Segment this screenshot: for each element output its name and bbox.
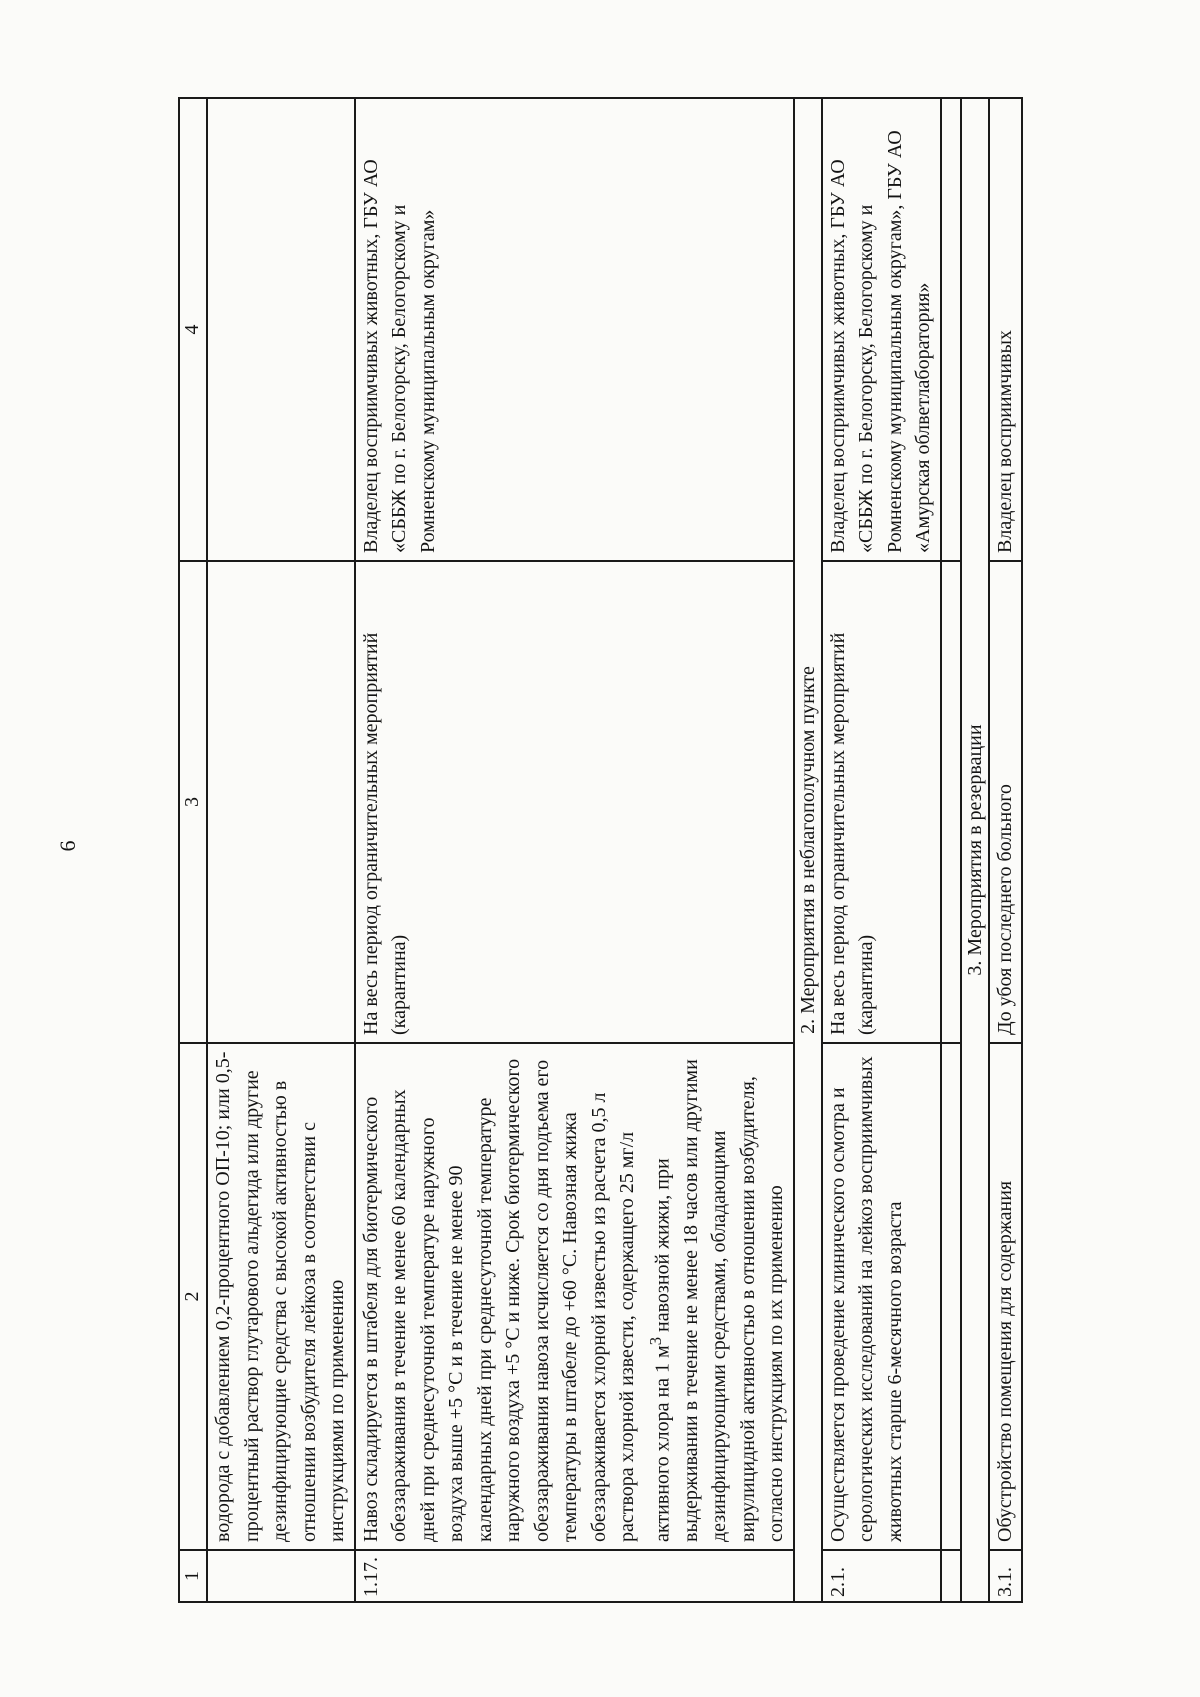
- thin-row: [941, 98, 961, 1602]
- section-row-3: [961, 98, 989, 1602]
- row-number: [207, 1550, 355, 1602]
- document-rotated: [178, 99, 1080, 1603]
- measures-table: [178, 97, 1023, 1603]
- term-cell: На весь период ограничительных мероприятий (карантина): [822, 561, 941, 1043]
- column-number-3: 3: [179, 561, 207, 1043]
- measure-cell: [355, 1043, 794, 1550]
- section-title: 2. Мероприятия в неблагополучном пункте: [794, 98, 822, 1602]
- measure-cell: водорода с добавлением 0,2-процентного ОП-10; или 0,5-процентный раствор глутарового альдегида или другие дезинфицирующие средства с высокой активностью в отношении возбудителя лейкоза в соответствии с инструкциями по применению: [207, 1043, 355, 1550]
- row-number: 1.17.: [355, 1550, 794, 1602]
- term-cell: До убоя последнего больного: [989, 561, 1023, 1043]
- column-number-4: 4: [179, 98, 207, 561]
- row-number: 3.1.: [989, 1550, 1023, 1602]
- table-row-continued: [207, 98, 355, 1602]
- table-row-1-17: [355, 98, 794, 1602]
- responsible-cell: Владелец восприимчивых животных, ГБУ АО «СББЖ по г. Белогорску, Белогорскому и Ромненскому муниципальным округам», ГБУ АО «Амурская облветлаборатория»: [822, 98, 941, 561]
- measure-text-part2: навозной жижи, при выдерживании в течение не менее 18 часов или другими дезинфицирующими средствами, обладающими вирулицидной активностью в отношении возбудителя, согласно инструкциям по их применению: [651, 1059, 788, 1542]
- responsible-cell: Владелец восприимчивых: [989, 98, 1023, 561]
- measure-text-part1: Навоз складируется в штабеля для биотермического обеззараживания в течение не менее 60 календарных дней при среднесуточной температуре наружного воздуха выше +5 °С и в течение не менее 90 календарных дней при среднесуточной температуре наружного воздуха +5 °С и ниже. Срок биотермического обеззараживания навоза исчисляется со дня подъема его температуры в штабеле до +60 °С. Навозная жижа обеззараживается хлорной известью из расчета 0,5 л раствора хлорной извести, содержащего 25 мг/л активного хлора на 1 м: [359, 1058, 674, 1542]
- responsible-cell: Владелец восприимчивых животных, ГБУ АО «СББЖ по г. Белогорску, Белогорскому и Ромненскому муниципальным округам»: [355, 98, 794, 561]
- column-number-1: 1: [179, 1550, 207, 1602]
- section-title: 3. Мероприятия в резервации: [961, 98, 989, 1602]
- row-number: 2.1.: [822, 1550, 941, 1602]
- term-cell: [207, 561, 355, 1043]
- cubic-superscript: 3: [645, 1336, 665, 1346]
- section-row-2: [794, 98, 822, 1602]
- column-number-2: 2: [179, 1043, 207, 1550]
- table-row-2-1: [822, 98, 941, 1602]
- page-number: 6: [55, 840, 80, 852]
- column-numbers-row: [179, 98, 207, 1602]
- table-row-3-1: [989, 98, 1023, 1602]
- term-cell: На весь период ограничительных мероприятий (карантина): [355, 561, 794, 1043]
- measure-cell: Обустройство помещения для содержания: [989, 1043, 1023, 1550]
- measure-cell: Осуществляется проведение клинического осмотра и серологических исследований на лейкоз восприимчивых животных старше 6-месячного возраста: [822, 1043, 941, 1550]
- responsible-cell: [207, 98, 355, 561]
